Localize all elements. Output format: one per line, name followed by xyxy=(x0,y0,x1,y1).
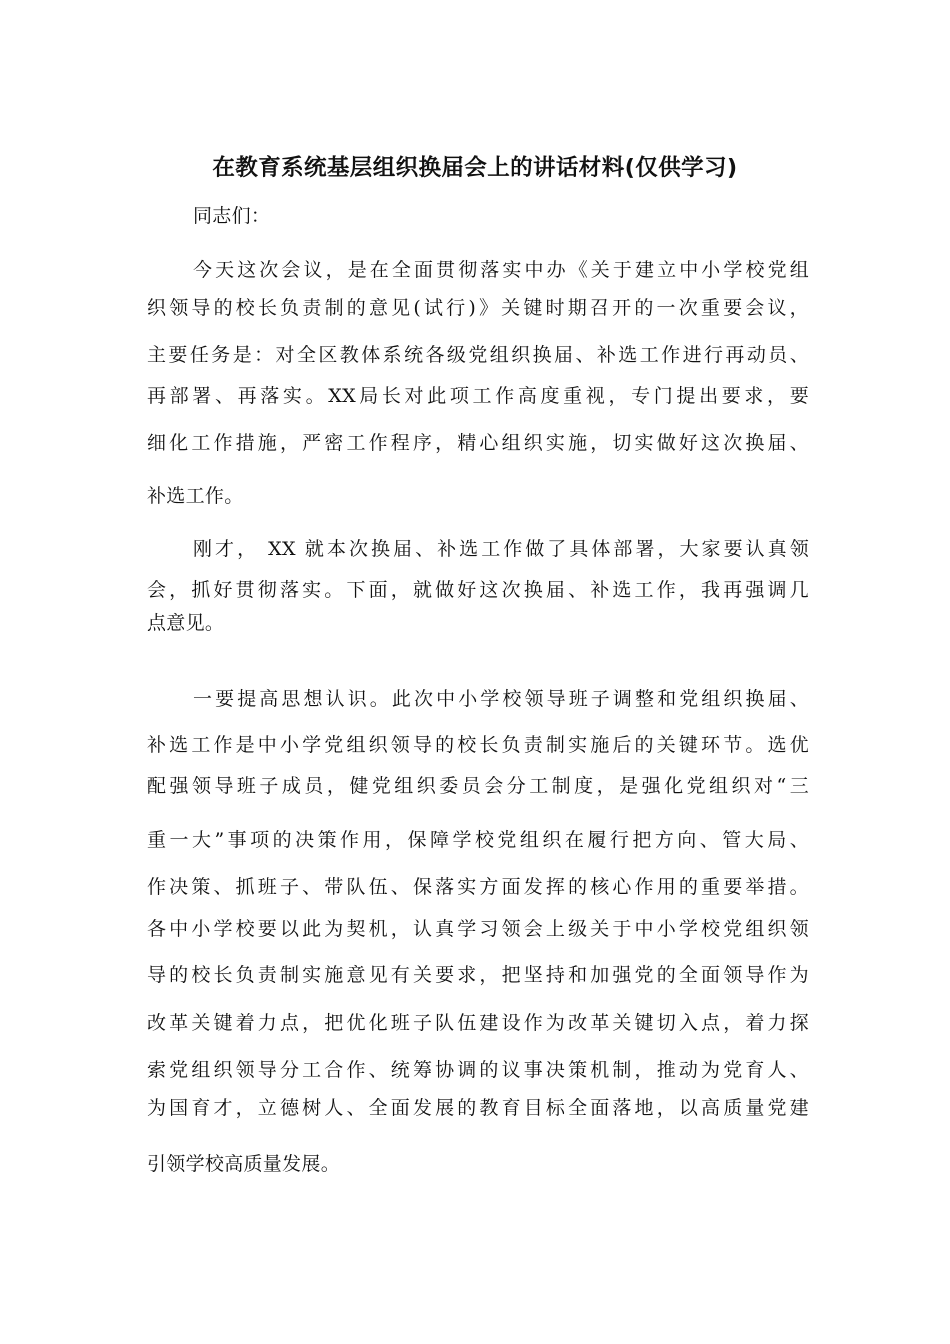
paragraph-line: 再部署、再落实。XX局长对此项工作高度重视，专门提出要求，要 xyxy=(147,385,809,407)
paragraph-line: 补选工作。 xyxy=(147,485,244,507)
paragraph-line: 细化工作措施，严密工作程序，精心组织实施，切实做好这次换届、 xyxy=(147,432,809,454)
paragraph-line: 作决策、抓班子、带队伍、保落实方面发挥的核心作用的重要举措。 xyxy=(147,876,809,898)
paragraph-line: 导的校长负责制实施意见有关要求，把坚持和加强党的全面领导作为 xyxy=(147,964,809,986)
paragraph-line: 为国育才，立德树人、全面发展的教育目标全面落地，以高质量党建 xyxy=(147,1097,809,1119)
paragraph-line: 主要任务是：对全区教体系统各级党组织换届、补选工作进行再动员、 xyxy=(147,344,809,366)
paragraph-line: 各中小学校要以此为契机，认真学习领会上级关于中小学校党组织领 xyxy=(147,918,809,940)
paragraph-line: 引领学校高质量发展。 xyxy=(147,1153,341,1175)
paragraph-line: 重一大”事项的决策作用，保障学校党组织在履行把方向、管大局、 xyxy=(147,829,809,851)
paragraph-line: 改革关键着力点，把优化班子队伍建设作为改革关键切入点，着力探 xyxy=(147,1012,809,1034)
document-title: 在教育系统基层组织换届会上的讲话材料(仅供学习) xyxy=(212,155,738,181)
paragraph-line: 索党组织领导分工合作、统筹协调的议事决策机制，推动为党育人、 xyxy=(147,1059,809,1081)
paragraph-line: 一要提高思想认识。此次中小学校领导班子调整和党组织换届、 xyxy=(193,688,809,710)
paragraph-line: 织领导的校长负责制的意见(试行)》关键时期召开的一次重要会议， xyxy=(147,297,809,319)
salutation: 同志们： xyxy=(193,205,271,227)
paragraph-line: 补选工作是中小学党组织领导的校长负责制实施后的关键环节。选优 xyxy=(147,734,809,756)
paragraph-line: 点意见。 xyxy=(147,612,225,634)
paragraph-line: 今天这次会议，是在全面贯彻落实中办《关于建立中小学校党组 xyxy=(193,259,809,281)
paragraph-line: 刚才， XX 就本次换届、补选工作做了具体部署，大家要认真领 xyxy=(193,538,809,560)
paragraph-line: 会，抓好贯彻落实。下面，就做好这次换届、补选工作，我再强调几 xyxy=(147,579,809,601)
paragraph-line: 配强领导班子成员，健党组织委员会分工制度，是强化党组织对“三 xyxy=(147,775,809,797)
